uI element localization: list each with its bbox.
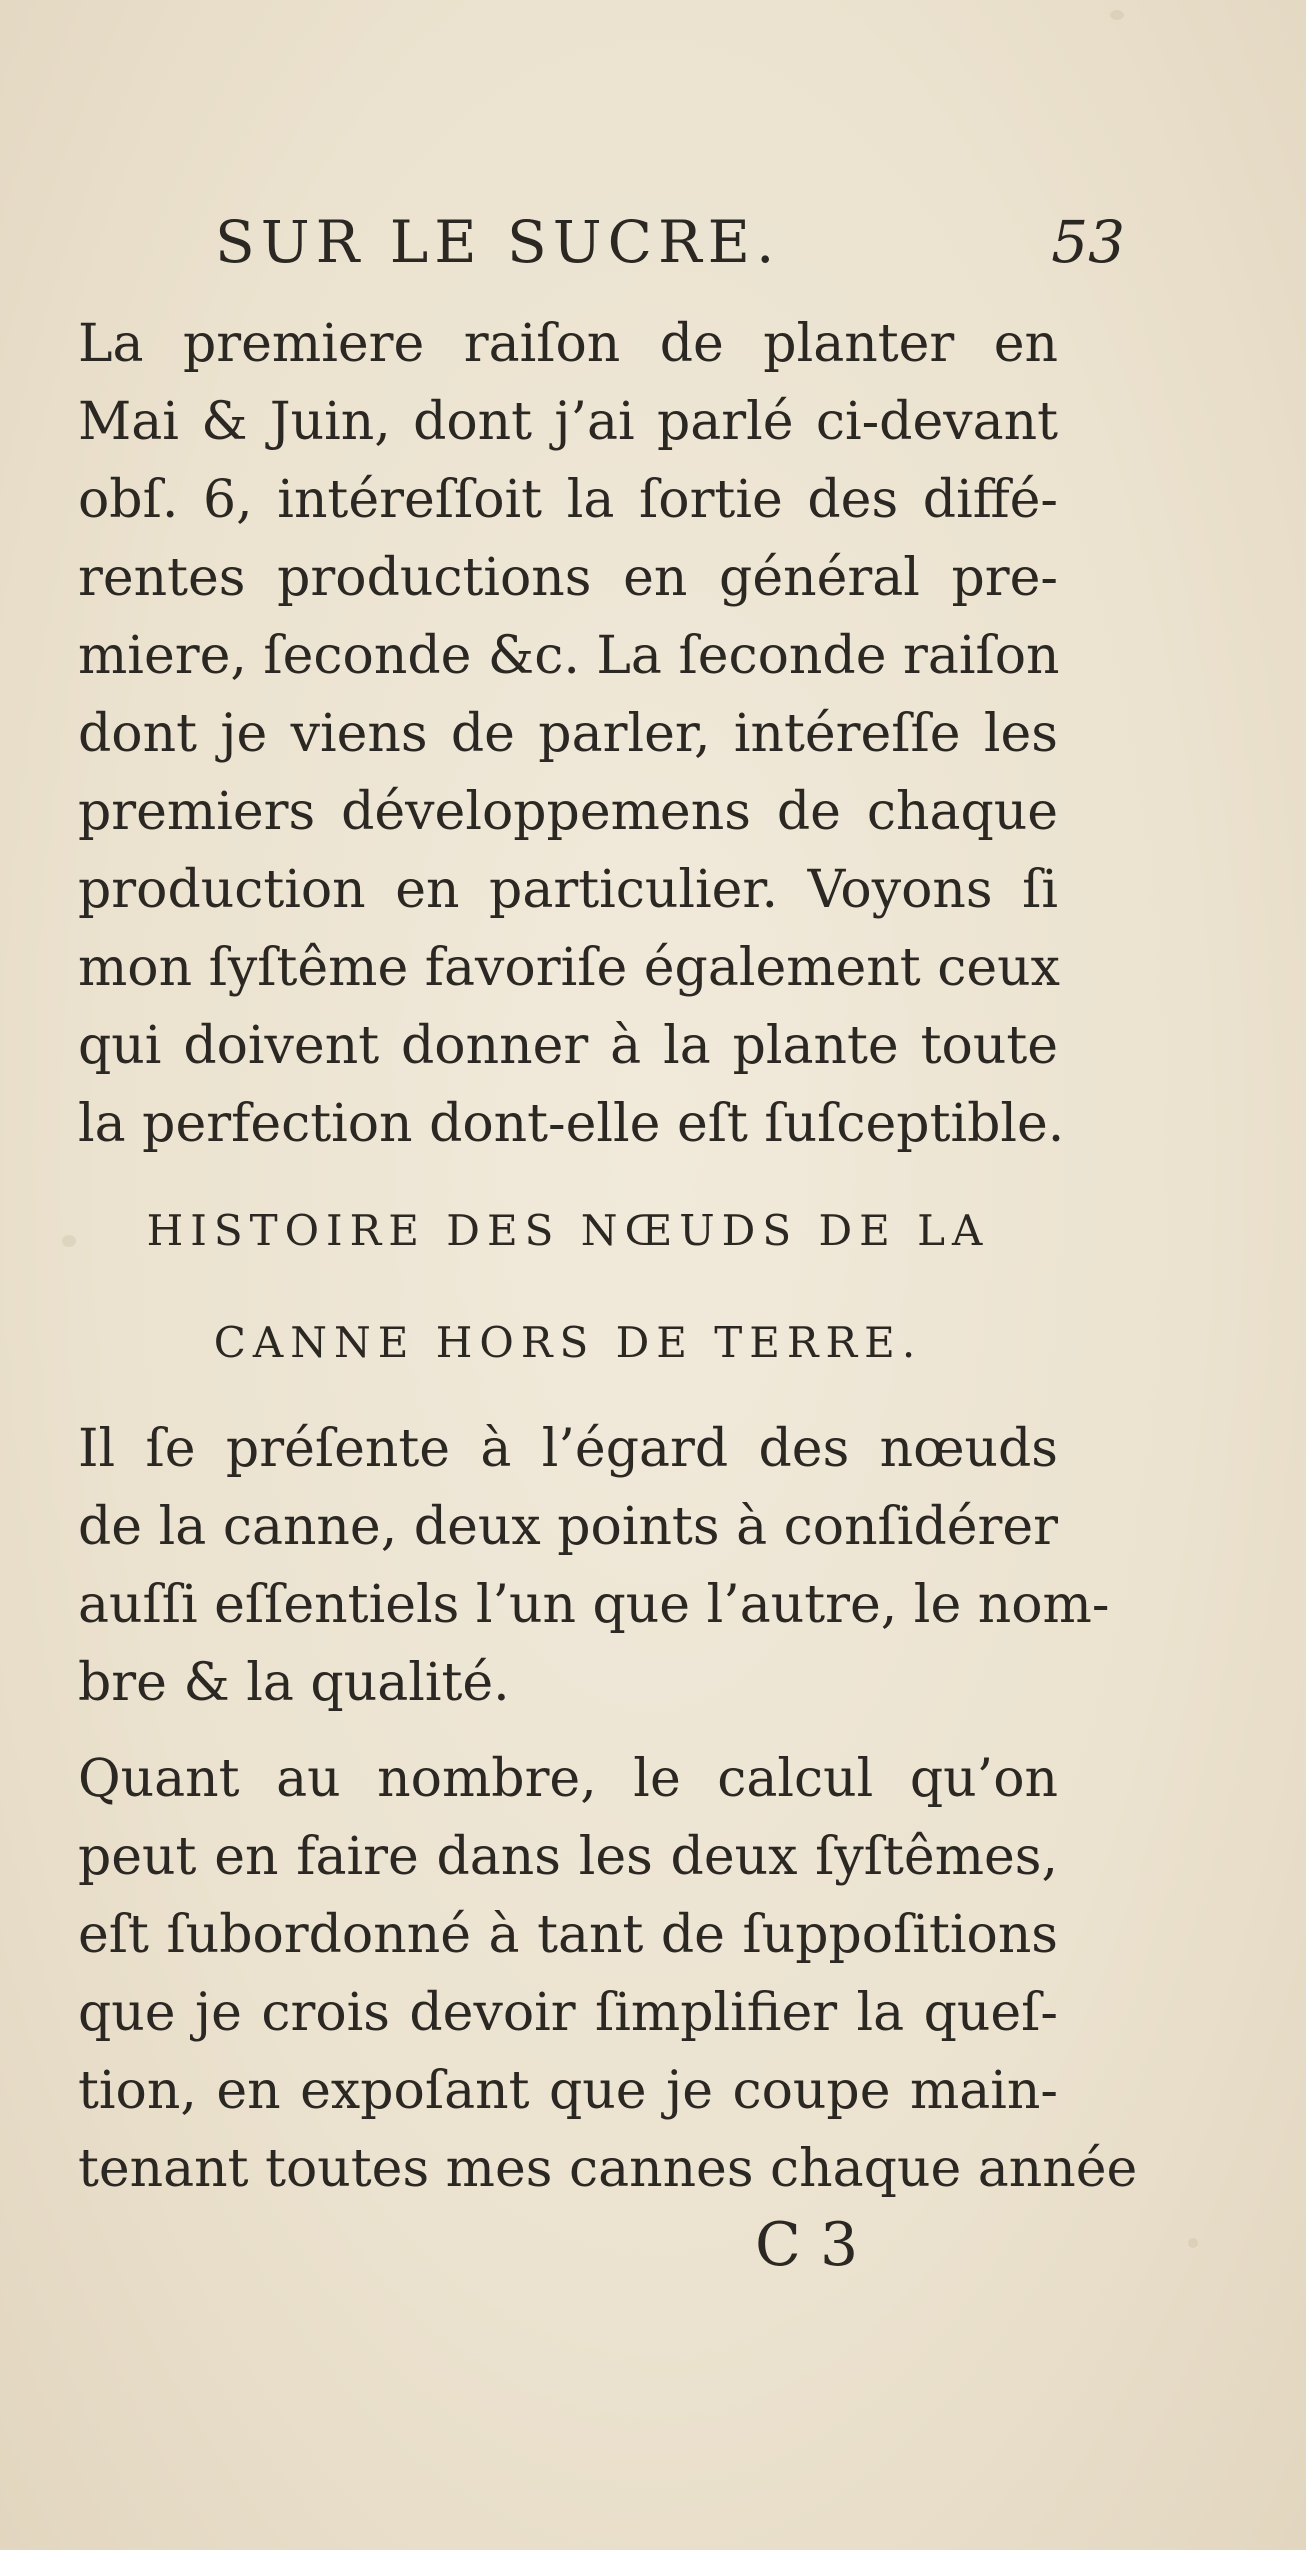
running-head-title: SUR LE SUCRE. [215,208,781,276]
text-line: premiers développemens de chaque [78,782,1058,842]
text-line: production en particulier. Voyons ſi [78,860,1058,920]
text-line: la perfection dont-elle eſt ſuſceptible. [78,1094,1065,1154]
running-head [215,208,1125,288]
paper-spot [1110,10,1124,20]
text-line: miere, ſeconde &c. La ſeconde raiſon [78,626,1060,686]
paper-spot [1188,2238,1198,2248]
text-line: La premiere raiſon de planter en [78,314,1058,374]
text-line: tenant toutes mes cannes chaque année [78,2139,1138,2199]
section-heading-line-1: HISTOIRE DES NŒUDS DE LA [146,1206,990,1255]
paragraph-1 [78,305,1065,1163]
signature-mark: C 3 [755,2210,859,2280]
text-line: bre & la qualité. [78,1653,510,1713]
text-line: Quant au nombre, le calcul qu’on [78,1749,1058,1809]
text-line: Il ſe préſente à l’égard des nœuds [78,1419,1058,1479]
text-line: qui doivent donner à la plante toute [78,1016,1058,1076]
text-line: obſ. 6, intéreſſoit la ſortie des diffé- [78,470,1058,530]
text-line: eſt ſubordonné à tant de ſuppoſitions [78,1905,1058,1965]
section-heading-line-2: CANNE HORS DE TERRE. [213,1318,923,1367]
text-line: de la canne, deux points à conſidérer [78,1497,1058,1557]
text-line: auſſi eſſentiels l’un que l’autre, le nom- [78,1575,1110,1635]
text-line: que je crois devoir ſimplifier la queſ- [78,1983,1058,2043]
paragraph-2 [78,1410,1110,1722]
text-line: dont je viens de parler, intéreſſe les [78,704,1058,764]
paragraph-3 [78,1740,1138,2208]
text-line: rentes productions en général pre- [78,548,1058,608]
text-line: Mai & Juin, dont j’ai parlé ci-devant [78,392,1058,452]
text-line: tion, en expoſant que je coupe main- [78,2061,1058,2121]
paper-spot [62,1235,76,1247]
text-line: mon ſyſtême favoriſe également ceux [78,938,1060,998]
page-number: 53 [1051,208,1125,276]
text-line: peut en faire dans les deux ſyſtêmes, [78,1827,1058,1887]
